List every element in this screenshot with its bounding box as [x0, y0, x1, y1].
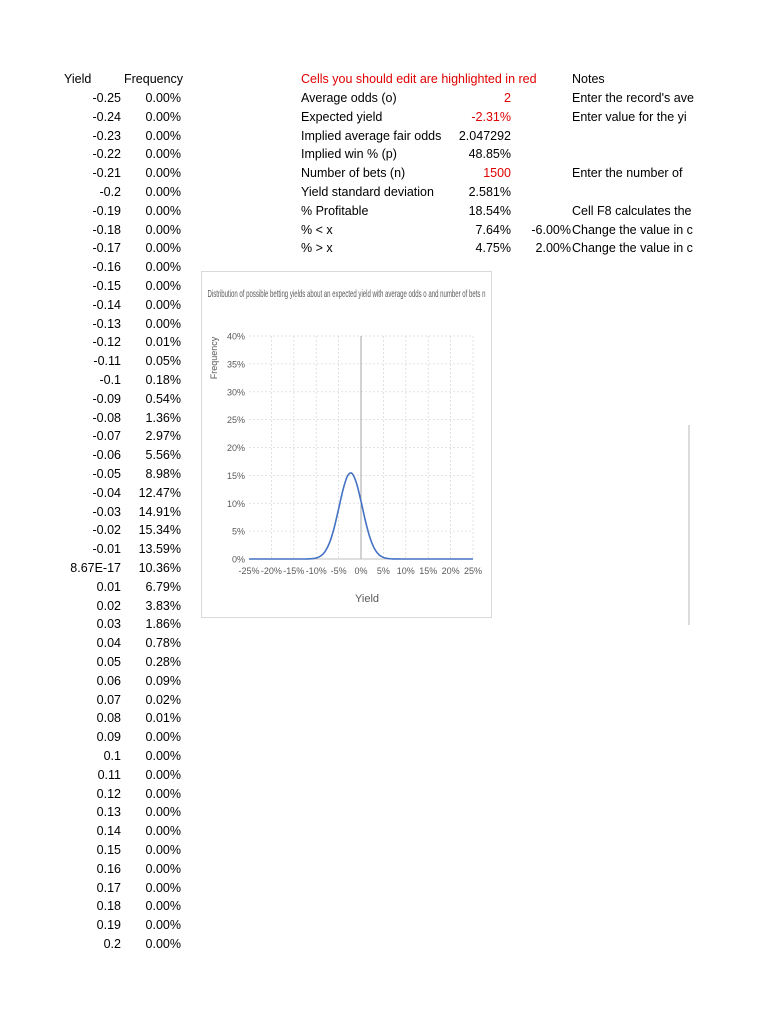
param-value[interactable]: 7.64%	[475, 222, 511, 237]
yield-cell[interactable]: 0.06	[96, 673, 121, 688]
offscreen-chart-edge	[688, 425, 690, 625]
yield-cell[interactable]: -0.03	[92, 504, 121, 519]
yield-cell[interactable]: -0.22	[92, 147, 121, 162]
param-label[interactable]: Implied win % (p)	[301, 147, 397, 162]
frequency-cell[interactable]: 12.47%	[138, 485, 181, 500]
x-tick-label: -20%	[260, 566, 282, 576]
x-tick-label: -15%	[283, 566, 305, 576]
yield-cell[interactable]: 0.2	[103, 937, 121, 951]
frequency-cell[interactable]: 0.00%	[145, 241, 181, 256]
yield-cell[interactable]: 8.67E-17	[70, 561, 121, 575]
notes-header[interactable]: Notes	[572, 72, 605, 86]
yield-cell[interactable]: -0.24	[92, 109, 121, 124]
x-tick-label: -25%	[238, 566, 260, 576]
frequency-cell[interactable]: 0.02%	[145, 692, 181, 707]
frequency-cell[interactable]: 0.00%	[145, 730, 181, 745]
param-value[interactable]: 4.75%	[475, 241, 511, 256]
editable-param-value[interactable]: 2	[504, 91, 511, 105]
frequency-cell[interactable]: 0.00%	[145, 203, 181, 218]
frequency-cell[interactable]: 0.00%	[145, 128, 181, 143]
frequency-cell[interactable]: 3.83%	[145, 598, 181, 613]
frequency-cell[interactable]: 0.00%	[145, 166, 181, 181]
yield-cell[interactable]: -0.18	[92, 222, 121, 237]
frequency-cell[interactable]: 0.00%	[145, 918, 181, 933]
yield-cell[interactable]: 0.05	[96, 655, 121, 669]
x-tick-label: 15%	[419, 566, 438, 576]
frequency-cell[interactable]: 0.00%	[145, 222, 181, 237]
yield-cell[interactable]: -0.15	[92, 279, 121, 293]
note-text[interactable]: Cell F8 calculates the	[572, 203, 692, 218]
yield-cell[interactable]: 0.01	[96, 579, 121, 594]
frequency-cell[interactable]: 0.00%	[145, 805, 181, 820]
yield-cell[interactable]: 0.13	[96, 805, 121, 820]
editable-param-value[interactable]: 1500	[483, 166, 511, 181]
frequency-cell[interactable]: 0.09%	[145, 673, 181, 688]
frequency-cell[interactable]: 0.00%	[145, 899, 181, 914]
param-value[interactable]: 2.047292	[458, 128, 511, 143]
yield-cell[interactable]: -0.02	[92, 523, 121, 538]
x-tick-label: 10%	[396, 566, 415, 576]
yield-cell[interactable]: -0.21	[92, 166, 121, 181]
yield-header[interactable]: Yield	[64, 72, 92, 86]
note-text[interactable]: Enter the record's ave	[572, 91, 694, 105]
yield-cell[interactable]: -0.12	[92, 335, 121, 350]
yield-cell[interactable]: 0.04	[96, 636, 121, 651]
frequency-cell[interactable]: 0.00%	[145, 279, 181, 293]
threshold-x-value[interactable]: -6.00%	[531, 222, 571, 237]
yield-cell[interactable]: 0.17	[96, 880, 121, 895]
note-text[interactable]: Change the value in c	[572, 222, 693, 237]
yield-distribution-chart[interactable]	[201, 271, 492, 618]
frequency-cell[interactable]: 0.00%	[145, 185, 181, 199]
y-tick-label: 0%	[231, 554, 245, 565]
param-label[interactable]: Implied average fair odds	[301, 128, 442, 143]
yield-cell[interactable]: 0.19	[96, 918, 121, 933]
yield-cell[interactable]: -0.08	[92, 410, 121, 425]
y-tick-label: 35%	[226, 359, 245, 370]
yield-cell[interactable]: -0.05	[92, 467, 121, 481]
param-label[interactable]: % Profitable	[301, 203, 369, 218]
frequency-cell[interactable]: 0.18%	[145, 373, 181, 387]
yield-cell[interactable]: -0.14	[92, 297, 121, 312]
y-tick-label: 5%	[231, 526, 245, 537]
yield-cell[interactable]: -0.23	[92, 128, 121, 143]
frequency-cell[interactable]: 13.59%	[138, 542, 181, 557]
yield-cell[interactable]: 0.1	[103, 749, 121, 763]
param-label[interactable]: Yield standard deviation	[301, 185, 434, 199]
x-axis-title: Yield	[354, 593, 380, 605]
yield-cell[interactable]: 0.16	[96, 861, 121, 876]
yield-cell[interactable]: 0.18	[96, 899, 121, 914]
yield-cell[interactable]: 0.02	[96, 598, 121, 613]
frequency-cell[interactable]: 1.86%	[145, 617, 181, 632]
frequency-cell[interactable]: 0.00%	[145, 749, 181, 763]
param-label[interactable]: Number of bets (n)	[301, 166, 406, 181]
frequency-cell[interactable]: 14.91%	[138, 504, 181, 519]
param-value[interactable]: 18.54%	[468, 203, 511, 218]
frequency-cell[interactable]: 0.00%	[145, 786, 181, 801]
param-label[interactable]: Expected yield	[301, 109, 383, 124]
y-tick-label: 40%	[226, 331, 245, 342]
frequency-cell[interactable]: 0.00%	[145, 767, 181, 782]
y-tick-label: 15%	[226, 470, 245, 481]
x-tick-label: 0%	[354, 566, 368, 576]
yield-cell[interactable]: -0.19	[92, 203, 121, 218]
frequency-cell[interactable]: 0.05%	[145, 354, 181, 369]
yield-cell[interactable]: -0.11	[93, 354, 121, 369]
yield-cell[interactable]: -0.04	[92, 485, 121, 500]
frequency-cell[interactable]: 8.98%	[145, 467, 181, 481]
y-tick-label: 30%	[226, 387, 245, 398]
yield-cell[interactable]: -0.17	[92, 241, 121, 256]
threshold-x-value[interactable]: 2.00%	[535, 241, 571, 256]
yield-cell[interactable]: 0.11	[97, 767, 121, 782]
param-label[interactable]: Average odds (o)	[301, 91, 397, 105]
yield-cell[interactable]: 0.07	[96, 692, 121, 707]
yield-cell[interactable]: -0.13	[92, 316, 121, 331]
note-text[interactable]: Enter value for the yi	[572, 109, 687, 124]
yield-cell[interactable]: -0.01	[92, 542, 121, 557]
frequency-cell[interactable]: 2.97%	[145, 429, 181, 444]
chart-canvas	[202, 272, 491, 617]
param-label[interactable]: % > x	[301, 241, 333, 256]
param-label[interactable]: % < x	[301, 222, 333, 237]
y-tick-label: 25%	[226, 415, 245, 426]
frequency-cell[interactable]: 0.00%	[145, 937, 181, 951]
y-tick-label: 10%	[226, 498, 245, 509]
frequency-cell[interactable]: 0.00%	[145, 260, 181, 275]
frequency-cell[interactable]: 0.00%	[145, 147, 181, 162]
frequency-cell[interactable]: 0.01%	[145, 335, 181, 350]
frequency-cell[interactable]: 0.00%	[145, 843, 181, 857]
yield-cell[interactable]: 0.12	[96, 786, 121, 801]
frequency-cell[interactable]: 5.56%	[145, 448, 181, 463]
editable-param-value[interactable]: -2.31%	[471, 109, 511, 124]
yield-cell[interactable]: -0.1	[99, 373, 121, 387]
frequency-cell[interactable]: 0.78%	[145, 636, 181, 651]
chart-title: Distribution of possible betting yields about an expected yield with average odds o and number of bets n	[207, 288, 486, 300]
frequency-cell[interactable]: 0.00%	[145, 297, 181, 312]
note-text[interactable]: Change the value in c	[572, 241, 693, 256]
frequency-cell[interactable]: 1.36%	[145, 410, 181, 425]
edit-instructions[interactable]: Cells you should edit are highlighted in red	[301, 72, 537, 86]
y-tick-label: 20%	[226, 443, 245, 453]
frequency-cell[interactable]: 0.54%	[145, 391, 181, 406]
yield-cell[interactable]: 0.03	[96, 617, 121, 632]
frequency-header[interactable]: Frequency	[124, 72, 184, 86]
x-tick-label: 25%	[463, 566, 483, 576]
frequency-cell[interactable]: 0.00%	[145, 91, 181, 105]
yield-cell[interactable]: -0.25	[92, 91, 121, 105]
param-value[interactable]: 2.581%	[468, 185, 511, 199]
frequency-cell[interactable]: 0.00%	[145, 316, 181, 331]
frequency-cell[interactable]: 0.28%	[145, 655, 181, 669]
frequency-cell[interactable]: 0.00%	[145, 824, 181, 839]
notes-column	[572, 68, 694, 258]
yield-cell[interactable]: 0.08	[96, 711, 121, 726]
x-tick-label: 5%	[376, 566, 390, 576]
x-tick-label: 20%	[441, 566, 460, 576]
frequency-cell[interactable]: 6.79%	[145, 579, 181, 594]
frequency-cell[interactable]: 0.00%	[145, 861, 181, 876]
yield-cell[interactable]: -0.09	[92, 391, 121, 406]
param-value[interactable]: 48.85%	[468, 147, 511, 162]
frequency-cell[interactable]: 0.00%	[145, 109, 181, 124]
yield-cell[interactable]: -0.06	[92, 448, 121, 463]
frequency-cell[interactable]: 15.34%	[138, 523, 181, 538]
yield-cell[interactable]: -0.2	[99, 185, 121, 199]
x-tick-label: -10%	[305, 566, 327, 576]
frequency-cell[interactable]: 0.01%	[145, 711, 181, 726]
yield-cell[interactable]: 0.09	[96, 730, 121, 745]
yield-cell[interactable]: 0.15	[96, 843, 121, 857]
yield-cell[interactable]: 0.14	[96, 824, 121, 839]
yield-cell[interactable]: -0.07	[92, 429, 121, 444]
yield-cell[interactable]: -0.16	[92, 260, 121, 275]
frequency-cell[interactable]: 0.00%	[145, 880, 181, 895]
y-axis-title: Frequency	[209, 336, 219, 380]
frequency-cell[interactable]: 10.36%	[138, 561, 181, 575]
x-tick-label: -5%	[330, 566, 347, 576]
note-text[interactable]: Enter the number of	[572, 166, 683, 181]
